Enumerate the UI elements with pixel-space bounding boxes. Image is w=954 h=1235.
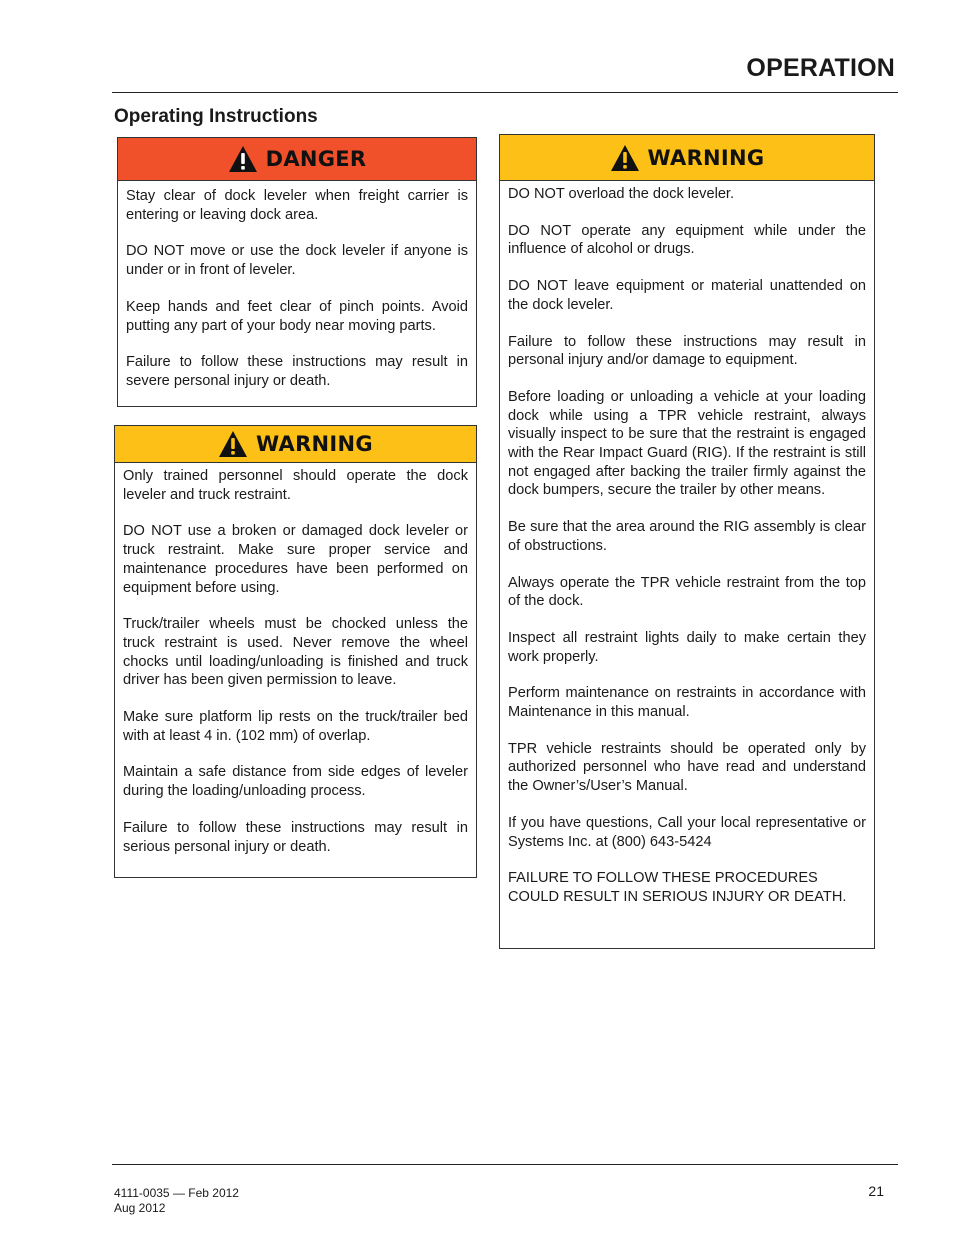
warning-paragraph: DO NOT use a broken or damaged dock leveler or truck restraint. Make sure proper service and maintenance procedures have been performed on equipment before using.	[123, 523, 468, 596]
danger-paragraph: Stay clear of dock leveler when freight carrier is entering or leaving dock area.	[126, 188, 468, 223]
footer-doc-number: 4111-0035 — Feb 2012	[114, 1186, 239, 1200]
footer-revision-date: Aug 2012	[114, 1201, 166, 1215]
footer-doc-info	[114, 1186, 239, 1216]
warning-paragraph: If you have questions, Call your local representative or Systems Inc. at (800) 643-5424	[508, 814, 866, 850]
warning-box-right-body	[500, 181, 874, 917]
warning-paragraph: DO NOT overload the dock leveler.	[508, 186, 735, 202]
danger-box-body	[118, 181, 476, 401]
warning-paragraph: Make sure platform lip rests on the truck/trailer bed with at least 4 in. (102 mm) of overlap.	[123, 709, 468, 744]
warning-box-left-body	[115, 463, 476, 866]
section-title: Operating Instructions	[114, 106, 318, 127]
warning-triangle-icon	[610, 144, 640, 172]
warning-paragraph: Failure to follow these instructions may result in serious personal injury or death.	[123, 819, 468, 855]
header-divider	[112, 92, 898, 93]
warning-paragraph: DO NOT leave equipment or material unattended on the dock leveler.	[508, 278, 866, 313]
warning-paragraph: Always operate the TPR vehicle restraint from the top of the dock.	[508, 574, 866, 610]
warning-paragraph: Failure to follow these instructions may result in personal injury and/or damage to equipment.	[508, 333, 866, 369]
warning-box-left	[114, 425, 477, 878]
warning-paragraph: FAILURE TO FOLLOW THESE PROCEDURES COULD RESULT IN SERIOUS INJURY OR DEATH.	[508, 870, 847, 905]
danger-paragraph: Failure to follow these instructions may result in severe personal injury or death.	[126, 354, 468, 389]
danger-box	[117, 137, 477, 407]
warning-paragraph: Perform maintenance on restraints in accordance with Maintenance in this manual.	[508, 685, 866, 721]
warning-paragraph: Truck/trailer wheels must be chocked unless the truck restraint is used. Never remove the wheel chocks until loading/unloading is finished and truck driver has been given permission to leave.	[123, 616, 468, 689]
footer-divider	[112, 1164, 898, 1165]
danger-paragraph: Keep hands and feet clear of pinch points. Avoid putting any part of your body near moving parts.	[126, 298, 468, 334]
page-number: 21	[868, 1183, 884, 1199]
warning-paragraph: Before loading or unloading a vehicle at your loading dock while using a TPR vehicle restraint, always visually inspect to be sure that the restraint is engaged with the Rear Impact Guard (RIG). If the restraint is still not engaged after backing the trailer firmly against the dock bumpers, secure the trailer by other means.	[508, 388, 866, 499]
warning-paragraph: Be sure that the area around the RIG assembly is clear of obstructions.	[508, 519, 866, 554]
warning-box-right	[499, 134, 875, 949]
warning-paragraph: Maintain a safe distance from side edges of leveler during the loading/unloading process.	[123, 764, 468, 800]
warning-triangle-icon	[218, 430, 248, 458]
warning-box-left-header	[115, 426, 476, 463]
warning-paragraph: Inspect all restraint lights daily to make certain they work properly.	[508, 629, 866, 665]
warning-box-right-header	[500, 135, 874, 181]
danger-box-header	[118, 138, 476, 181]
danger-paragraph: DO NOT move or use the dock leveler if anyone is under or in front of leveler.	[126, 243, 468, 279]
danger-label: DANGER	[265, 147, 367, 171]
warning-label: WARNING	[256, 432, 373, 456]
warning-label: WARNING	[647, 145, 765, 170]
warning-paragraph: TPR vehicle restraints should be operated only by authorized personnel who have read and understand the Owner’s/User’s Manual.	[508, 740, 866, 795]
page-header-title: OPERATION	[746, 54, 895, 82]
warning-triangle-icon	[228, 145, 258, 173]
warning-paragraph: Only trained personnel should operate the dock leveler and truck restraint.	[123, 468, 468, 503]
warning-paragraph: DO NOT operate any equipment while under the influence of alcohol or drugs.	[508, 222, 866, 258]
